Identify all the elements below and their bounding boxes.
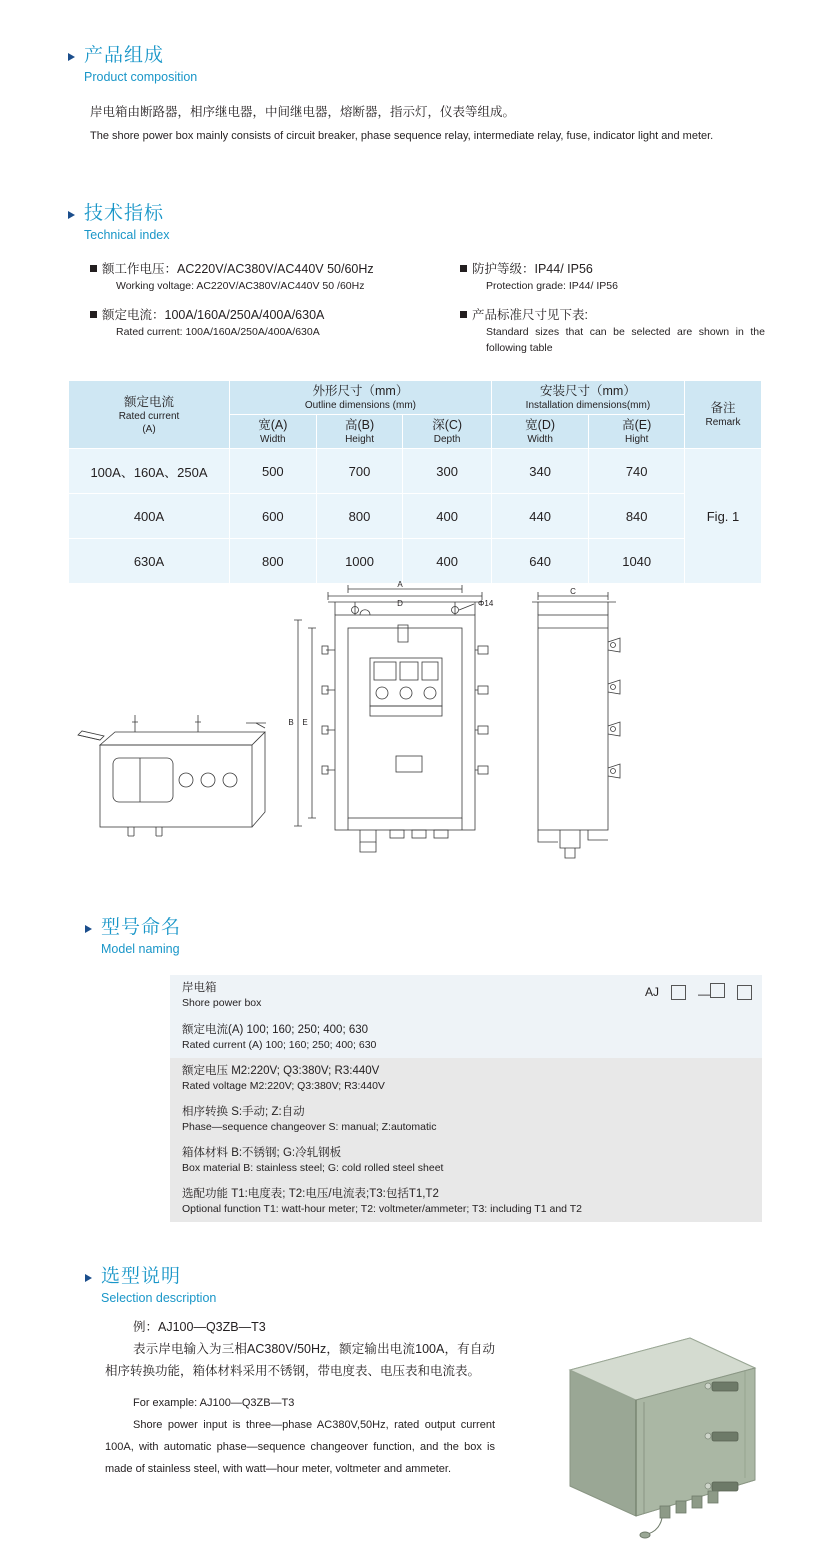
model-naming-block [170, 975, 762, 1222]
square-bullet-icon [460, 265, 467, 272]
cell-height-e: 740 [589, 449, 685, 494]
triangle-bullet-icon [68, 211, 75, 219]
model-row-phase-sequence [170, 1099, 762, 1140]
specification-table [68, 380, 762, 584]
model-row-cn: 额定电压 M2:220V; Q3:380V; R3:440V [182, 1065, 380, 1077]
table-row [69, 494, 762, 539]
model-row-shore-power-box [170, 975, 762, 1017]
cell-height-b: 700 [316, 449, 403, 494]
triangle-bullet-icon [68, 53, 75, 61]
model-code-prefix: AJ [644, 985, 659, 999]
model-row-en: Rated voltage M2:220V; Q3:380V; R3:440V [182, 1080, 385, 1092]
triangle-bullet-icon [85, 925, 92, 933]
model-row-en: Rated current (A) 100; 160; 250; 400; 630 [182, 1039, 377, 1051]
section-title-en: Technical index [84, 228, 170, 242]
code-box-3 [737, 985, 752, 1000]
cell-current: 400A [69, 494, 230, 539]
table-row [69, 449, 762, 494]
tech-item-working-voltage [90, 260, 430, 294]
cell-height-e: 840 [589, 494, 685, 539]
section-title-cn: 产品组成 [84, 45, 165, 66]
model-row-cn: 岸电箱 [182, 982, 217, 994]
drawing-side-view [532, 592, 620, 858]
col-rated-current [69, 381, 230, 449]
cell-current: 100A、160A、250A [69, 449, 230, 494]
subcol-cn: 宽(D) [525, 418, 556, 432]
tech-item-en: Protection grade: IP44/ IP56 [486, 280, 618, 292]
square-bullet-icon [460, 311, 467, 318]
model-row-cn: 额定电流(A) 100; 160; 250; 400; 630 [182, 1024, 369, 1036]
product-photo [540, 1320, 770, 1540]
selection-description-body [105, 1318, 495, 1482]
cell-height-e: 1040 [589, 539, 685, 584]
section-title-en: Product composition [84, 70, 198, 84]
dim-label-hole: Φ14 [478, 599, 494, 608]
tech-item-rated-current [90, 306, 430, 340]
col-install-en: Installation dimensions(mm) [525, 400, 651, 411]
model-row-cn: 选配功能 T1:电度表; T2:电压/电流表;T3:包括T1,T2 [182, 1188, 439, 1200]
subcol-width-a [230, 415, 317, 449]
subcol-cn: 宽(A) [258, 418, 288, 432]
section-title-en: Model naming [101, 942, 180, 956]
section-heading-product-composition [68, 45, 197, 85]
tech-item-en: Standard sizes that can be selected are shown in the following table [486, 326, 765, 354]
table-header [69, 381, 762, 449]
tech-item-cn: 额工作电压：AC220V/AC380V/AC440V 50/60Hz [102, 262, 374, 276]
code-dash-group [698, 983, 725, 1001]
section-title-cn: 选型说明 [101, 1266, 182, 1287]
selection-body-cn: 表示岸电输入为三相AC380V/50Hz，额定输出电流100A，有自动相序转换功能，箱体材料采用不锈钢，带电度表、电压表和电流表。 [105, 1342, 495, 1378]
col-remark-cn: 备注 [710, 401, 736, 415]
table-body [69, 449, 762, 584]
square-bullet-icon [90, 311, 97, 318]
cell-width-d: 340 [491, 449, 589, 494]
model-code-row [645, 983, 752, 1001]
tech-item-en: Working voltage: AC220V/AC380V/AC440V 50 /60Hz [116, 280, 365, 292]
subcol-en: Width [527, 434, 553, 445]
tech-item-standard-sizes [460, 306, 765, 356]
subcol-depth-c [403, 415, 491, 449]
model-row-en: Optional function T1: watt-hour meter; T2: voltmeter/ammeter; T3: including T1 and T2 [182, 1203, 582, 1215]
section-heading-selection-description [85, 1266, 216, 1306]
product-composition-text-en: The shore power box mainly consists of circuit breaker, phase sequence relay, intermediate relay, fuse, indicator light and meter. [90, 130, 714, 142]
code-dash: — [698, 987, 710, 1001]
subcol-width-d [491, 415, 589, 449]
cell-width-a: 600 [230, 494, 317, 539]
tech-item-cn: 防护等级：IP44/ IP56 [472, 262, 593, 276]
subcol-en: Width [260, 434, 286, 445]
col-rated-current-en: Rated current [118, 410, 180, 422]
section-heading-model-naming [85, 917, 181, 957]
tech-item-en: Rated current: 100A/160A/250A/400A/630A [116, 326, 320, 338]
col-outline-cn: 外形尺寸（mm） [312, 384, 409, 398]
model-row-cn: 相序转换 S:手动; Z:自动 [182, 1106, 305, 1118]
product-photo-svg [540, 1320, 770, 1540]
model-row-optional-function [170, 1181, 762, 1222]
dim-label-d: D [397, 599, 403, 608]
dim-label-a: A [397, 580, 403, 589]
cell-width-d: 440 [491, 494, 589, 539]
col-install-dimensions [491, 381, 684, 415]
selection-example-cn: 例：AJ100—Q3ZB—T3 [133, 1320, 266, 1334]
subcol-cn: 高(B) [344, 418, 375, 432]
drawing-front-view [294, 585, 488, 852]
selection-example-en: For example: AJ100—Q3ZB—T3 [133, 1397, 295, 1409]
section-title-en: Selection description [101, 1291, 217, 1305]
col-outline-en: Outline dimensions (mm) [304, 400, 416, 411]
dim-label-e: E [302, 718, 308, 727]
product-composition-text-cn: 岸电箱由断路器，相序继电器，中间继电器，熔断器，指示灯，仪表等组成。 [90, 105, 516, 119]
subcol-cn: 高(E) [622, 418, 652, 432]
cell-remark: Fig. 1 [685, 449, 762, 584]
tech-item-cn: 额定电流：100A/160A/250A/400A/630A [102, 308, 325, 322]
cell-depth-c: 400 [403, 494, 491, 539]
tech-item-protection-grade [460, 260, 760, 294]
col-remark-en: Remark [705, 417, 741, 428]
dim-label-c: C [570, 587, 576, 596]
code-box-2 [710, 983, 725, 998]
col-rated-current-cn: 额定电流 [123, 394, 174, 409]
subcol-cn: 深(C) [432, 418, 463, 432]
drawing-svg [60, 580, 770, 870]
triangle-bullet-icon [85, 1274, 92, 1282]
cell-height-b: 1000 [316, 539, 403, 584]
technical-drawings [60, 580, 770, 870]
selection-body-en: Shore power input is three—phase AC380V,50Hz, rated output current 100A, with automatic phase—sequence changeover function, and the box is made of stainless steel, with watt—hour meter, voltmeter and ammeter. [105, 1419, 495, 1475]
cell-width-d: 640 [491, 539, 589, 584]
section-heading-technical-index [68, 203, 169, 243]
subcol-en: Height [345, 434, 374, 445]
subcol-en: Depth [433, 434, 461, 445]
square-bullet-icon [90, 265, 97, 272]
dim-label-b: B [288, 718, 294, 727]
section-title-cn: 型号命名 [101, 917, 182, 938]
model-row-en: Shore power box [182, 997, 262, 1009]
cell-current: 630A [69, 539, 230, 584]
cell-width-a: 500 [230, 449, 317, 494]
subcol-height-e [589, 415, 685, 449]
drawing-top-view [78, 715, 266, 836]
col-remark [685, 381, 762, 449]
tech-item-cn: 产品标准尺寸见下表: [472, 308, 588, 322]
model-row-en: Box material B: stainless steel; G: cold rolled steel sheet [182, 1162, 444, 1174]
col-rated-current-unit: (A) [142, 423, 156, 435]
cell-depth-c: 400 [403, 539, 491, 584]
code-box-1 [671, 985, 686, 1000]
cell-height-b: 800 [316, 494, 403, 539]
section-title-cn: 技术指标 [84, 203, 165, 224]
model-row-cn: 箱体材料 B:不锈钢; G:冷轧钢板 [182, 1147, 342, 1159]
table-row [69, 539, 762, 584]
model-row-box-material [170, 1140, 762, 1181]
col-outline-dimensions [230, 381, 492, 415]
model-row-en: Phase—sequence changeover S: manual; Z:automatic [182, 1121, 437, 1133]
model-row-rated-voltage [170, 1058, 762, 1099]
subcol-en: Hight [625, 434, 649, 445]
model-row-rated-current [170, 1017, 762, 1058]
cell-depth-c: 300 [403, 449, 491, 494]
subcol-height-b [316, 415, 403, 449]
col-install-cn: 安装尺寸（mm） [540, 384, 636, 398]
cell-width-a: 800 [230, 539, 317, 584]
